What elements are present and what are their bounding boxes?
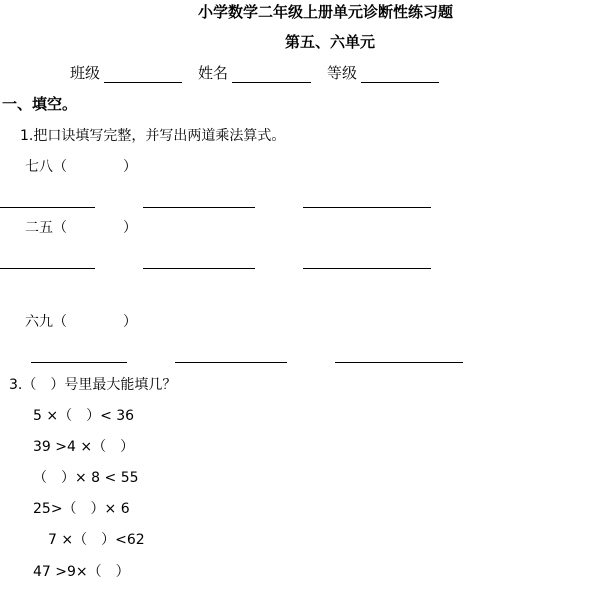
- name-blank[interactable]: [232, 82, 311, 83]
- rhyme-item: 七八（ ）: [25, 159, 137, 175]
- rhyme-item: 六九（ ）: [25, 314, 137, 330]
- inequality-item: 25>（ ）× 6: [33, 501, 130, 517]
- inequality-item: 7 ×（ ）<62: [48, 532, 145, 548]
- answer-line[interactable]: [143, 268, 255, 269]
- worksheet-title: 小学数学二年级上册单元诊断性练习题: [198, 3, 454, 21]
- answer-line[interactable]: [0, 268, 95, 269]
- grade-label: 等级: [327, 64, 358, 82]
- answer-line[interactable]: [175, 362, 287, 363]
- answer-line[interactable]: [335, 362, 463, 363]
- section-heading: 一、填空。: [2, 95, 78, 113]
- answer-line[interactable]: [143, 207, 255, 208]
- inequality-item: 39 >4 ×（ ）: [33, 439, 135, 455]
- inequality-item: 47 >9×（ ）: [33, 564, 130, 580]
- question-1-prompt: 1.把口诀填写完整，并写出两道乘法算式。: [20, 128, 286, 144]
- answer-line[interactable]: [0, 207, 95, 208]
- class-blank[interactable]: [104, 82, 182, 83]
- grade-blank[interactable]: [361, 82, 439, 83]
- inequality-item: （ ）× 8 < 55: [33, 470, 139, 486]
- answer-line[interactable]: [31, 362, 127, 363]
- answer-line[interactable]: [303, 268, 431, 269]
- class-label: 班级: [70, 64, 101, 82]
- inequality-item: 5 ×（ ）< 36: [33, 408, 135, 424]
- rhyme-item: 二五（ ）: [25, 220, 137, 236]
- unit-subtitle: 第五、六单元: [285, 33, 376, 51]
- name-label: 姓名: [198, 64, 229, 82]
- question-3-prompt: 3.（ ）号里最大能填几？: [9, 377, 177, 393]
- answer-line[interactable]: [303, 207, 431, 208]
